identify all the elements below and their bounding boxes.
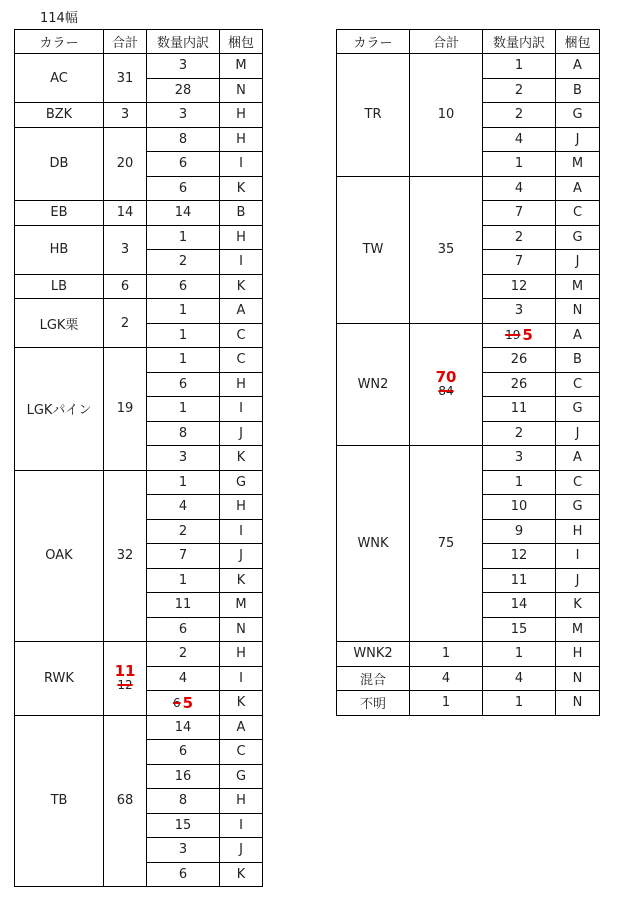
struck-value: 84 [438,383,454,398]
quantity-cell: 12 [483,274,556,299]
table-row [337,691,600,716]
total-cell [410,323,483,446]
corrected-total [435,367,457,398]
pack-cell: M [556,617,600,642]
total-cell: 35 [410,176,483,323]
color-cell: LGK栗 [15,299,104,348]
total-cell: 3 [104,225,147,274]
pack-cell: H [220,127,263,152]
quantity-cell: 1 [147,397,220,422]
total-cell: 31 [104,54,147,103]
quantity-cell: 2 [147,519,220,544]
quantity-cell: 11 [483,568,556,593]
table-row [337,666,600,691]
table-row [15,274,263,299]
quantity-cell: 1 [147,348,220,373]
pack-cell: J [220,838,263,863]
quantity-cell: 8 [147,421,220,446]
color-cell: EB [15,201,104,226]
color-cell: WN2 [337,323,410,446]
pack-cell: M [556,152,600,177]
pack-cell: H [220,225,263,250]
color-cell: DB [15,127,104,201]
quantity-cell: 1 [483,152,556,177]
pack-cell: K [220,274,263,299]
pack-cell: G [556,103,600,128]
correction-mark: 70 [435,367,457,386]
struck-value: 12 [117,677,133,692]
quantity-cell [483,323,556,348]
table-row [15,225,263,250]
pack-cell: N [556,666,600,691]
quantity-cell: 6 [147,617,220,642]
pack-cell: M [556,274,600,299]
header-color: カラー [15,30,104,54]
quantity-cell: 6 [147,274,220,299]
quantity-cell [147,691,220,716]
pack-cell: M [220,54,263,79]
quantity-cell: 14 [147,715,220,740]
table-row [15,299,263,324]
table-row [337,446,600,471]
pack-cell: G [556,225,600,250]
pack-cell: H [220,642,263,667]
table-row [15,470,263,495]
color-cell: AC [15,54,104,103]
color-cell: BZK [15,103,104,128]
table-row [337,323,600,348]
quantity-cell: 10 [483,495,556,520]
quantity-cell: 2 [483,103,556,128]
quantity-cell: 1 [483,54,556,79]
quantity-cell: 2 [147,642,220,667]
color-cell: WNK2 [337,642,410,667]
pack-cell: H [556,519,600,544]
pack-cell: K [556,593,600,618]
pack-cell: A [556,446,600,471]
pack-cell: H [220,495,263,520]
pack-cell: I [220,250,263,275]
table-row [337,176,600,201]
header-pack: 梱包 [220,30,263,54]
quantity-cell: 3 [147,838,220,863]
pack-cell: C [556,470,600,495]
table-row [15,54,263,79]
pack-cell: K [220,691,263,716]
quantity-cell: 8 [147,127,220,152]
pack-cell: M [220,593,263,618]
pack-cell: I [220,397,263,422]
table-row [337,642,600,667]
pack-cell: I [220,813,263,838]
pack-cell: I [220,519,263,544]
corrected-total [114,661,136,692]
pack-cell: G [220,470,263,495]
quantity-cell: 6 [147,176,220,201]
quantity-cell: 2 [147,250,220,275]
pack-cell: I [220,152,263,177]
quantity-cell: 11 [483,397,556,422]
pack-cell: K [220,176,263,201]
quantity-cell: 1 [147,470,220,495]
inventory-table-right [336,29,600,716]
pack-cell: N [220,617,263,642]
pack-cell: C [556,372,600,397]
quantity-cell: 4 [147,666,220,691]
total-cell: 75 [410,446,483,642]
quantity-cell: 4 [483,666,556,691]
pack-cell: N [556,299,600,324]
table-row [15,642,263,667]
pack-cell: K [220,568,263,593]
color-cell: OAK [15,470,104,642]
color-cell: 不明 [337,691,410,716]
pack-cell: I [220,666,263,691]
pack-cell: A [220,299,263,324]
color-cell: HB [15,225,104,274]
inventory-table-left [14,29,263,887]
quantity-cell: 6 [147,152,220,177]
quantity-cell: 1 [147,323,220,348]
quantity-cell: 28 [147,78,220,103]
color-cell: LGKパイン [15,348,104,471]
pack-cell: H [556,642,600,667]
quantity-cell: 1 [483,470,556,495]
pack-cell: B [220,201,263,226]
quantity-cell: 2 [483,78,556,103]
header-total: 合計 [104,30,147,54]
table-row [15,127,263,152]
total-cell: 14 [104,201,147,226]
correction-mark: 5 [182,693,194,712]
quantity-cell: 26 [483,348,556,373]
pack-cell: J [556,250,600,275]
total-cell: 6 [104,274,147,299]
total-cell: 2 [104,299,147,348]
header-breakdown: 数量内訳 [483,30,556,54]
quantity-cell: 7 [147,544,220,569]
quantity-cell: 15 [147,813,220,838]
quantity-cell: 12 [483,544,556,569]
quantity-cell: 7 [483,250,556,275]
quantity-cell: 14 [483,593,556,618]
total-cell: 19 [104,348,147,471]
quantity-cell: 2 [483,421,556,446]
quantity-cell: 3 [483,446,556,471]
total-cell: 4 [410,666,483,691]
pack-cell: J [556,568,600,593]
header-total: 合計 [410,30,483,54]
color-cell: TB [15,715,104,887]
pack-cell: I [556,544,600,569]
header-pack: 梱包 [556,30,600,54]
pack-cell: G [220,764,263,789]
quantity-cell: 11 [147,593,220,618]
pack-cell: A [556,176,600,201]
quantity-cell: 16 [147,764,220,789]
quantity-cell: 1 [147,299,220,324]
pack-cell: C [220,348,263,373]
pack-cell: B [556,348,600,373]
pack-cell: K [220,862,263,887]
total-cell: 10 [410,54,483,177]
color-cell: WNK [337,446,410,642]
quantity-cell: 26 [483,372,556,397]
quantity-cell: 6 [147,372,220,397]
table-row [337,54,600,79]
corrected-quantity [505,326,533,344]
total-cell: 68 [104,715,147,887]
quantity-cell: 7 [483,201,556,226]
pack-cell: G [556,495,600,520]
correction-mark: 5 [522,326,533,345]
pack-cell: A [556,323,600,348]
color-cell: 混合 [337,666,410,691]
quantity-cell: 6 [147,740,220,765]
quantity-cell: 4 [483,127,556,152]
total-cell: 32 [104,470,147,642]
corrected-quantity [173,694,193,712]
quantity-cell: 3 [147,103,220,128]
quantity-cell: 6 [147,862,220,887]
total-cell: 1 [410,691,483,716]
pack-cell: C [220,740,263,765]
quantity-cell: 9 [483,519,556,544]
quantity-cell: 1 [147,225,220,250]
pack-cell: J [556,127,600,152]
struck-value: 19 [505,328,521,343]
header-color: カラー [337,30,410,54]
struck-value: 6 [172,695,181,710]
color-cell: TW [337,176,410,323]
quantity-cell: 4 [483,176,556,201]
pack-cell: A [220,715,263,740]
color-cell: LB [15,274,104,299]
total-cell: 3 [104,103,147,128]
pack-cell: B [556,78,600,103]
table-row [15,201,263,226]
sheet-caption: 114幅 [40,11,78,26]
total-cell: 1 [410,642,483,667]
quantity-cell: 8 [147,789,220,814]
quantity-cell: 1 [147,568,220,593]
color-cell: TR [337,54,410,177]
pack-cell: K [220,446,263,471]
quantity-cell: 3 [147,446,220,471]
table-row [15,348,263,373]
pack-cell: N [220,78,263,103]
pack-cell: H [220,103,263,128]
pack-cell: H [220,372,263,397]
total-cell: 20 [104,127,147,201]
quantity-cell: 14 [147,201,220,226]
pack-cell: J [220,544,263,569]
header-breakdown: 数量内訳 [147,30,220,54]
pack-cell: C [220,323,263,348]
quantity-cell: 3 [483,299,556,324]
pack-cell: J [220,421,263,446]
pack-cell: J [556,421,600,446]
pack-cell: G [556,397,600,422]
pack-cell: N [556,691,600,716]
quantity-cell: 1 [483,691,556,716]
quantity-cell: 1 [483,642,556,667]
header-row [15,30,263,54]
total-cell [104,642,147,716]
header-row [337,30,600,54]
quantity-cell: 4 [147,495,220,520]
pack-cell: A [556,54,600,79]
table-row [15,715,263,740]
pack-cell: C [556,201,600,226]
correction-mark: 11 [114,661,136,680]
color-cell: RWK [15,642,104,716]
quantity-cell: 3 [147,54,220,79]
table-row [15,103,263,128]
quantity-cell: 15 [483,617,556,642]
pack-cell: H [220,789,263,814]
quantity-cell: 2 [483,225,556,250]
